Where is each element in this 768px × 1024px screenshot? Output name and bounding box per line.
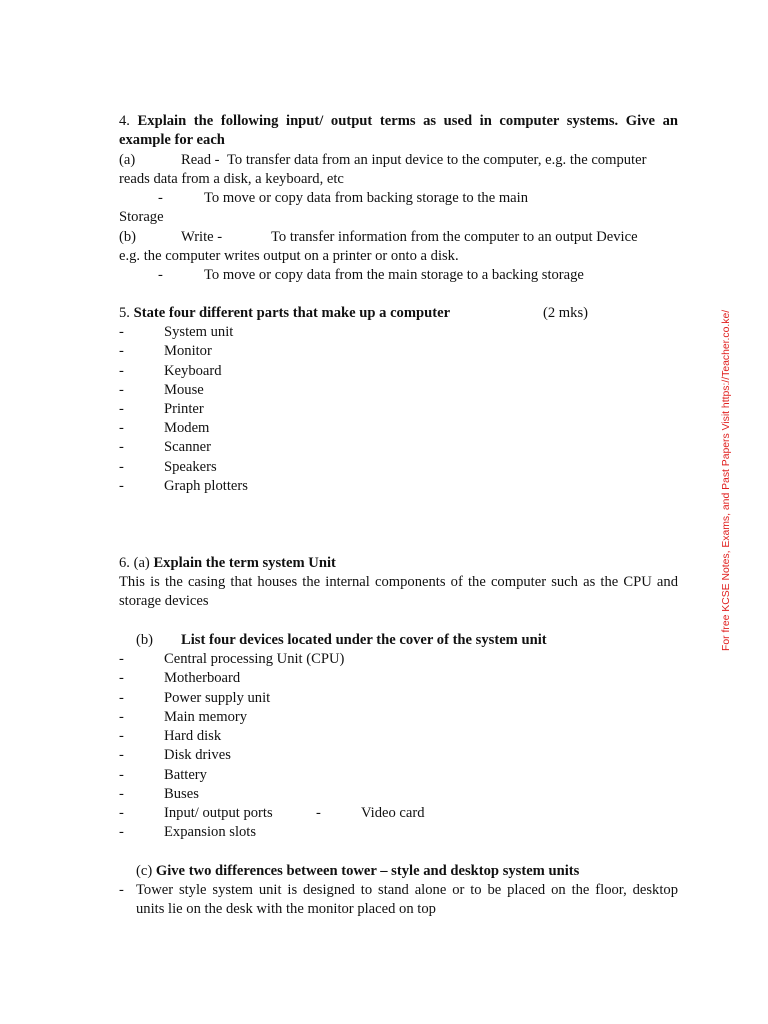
q6b-list-item: Power supply unit <box>164 690 271 706</box>
q5-list-item: Mouse <box>164 382 204 398</box>
q4a-definition-line1: To transfer data from an input device to the computer, e.g. the computer <box>227 152 647 168</box>
q4b-definition-line1: To transfer information from the computer to an output Device <box>271 229 638 245</box>
q5-number: 5. <box>119 305 130 321</box>
q5-list-item: Speakers <box>164 459 217 475</box>
q4a-point-line1: To move or copy data from backing storage to the main <box>204 190 528 206</box>
q6b-list-item: Central processing Unit (CPU) <box>164 651 345 667</box>
q4a-label: (a) <box>119 152 136 168</box>
q5-list-item: Keyboard <box>164 363 222 379</box>
q5-list-item: Printer <box>164 401 204 417</box>
list-dash: - <box>119 478 124 494</box>
q5-list-item: Scanner <box>164 439 212 455</box>
list-dash: - <box>119 786 124 802</box>
list-dash: - <box>119 439 124 455</box>
list-dash: - <box>119 767 124 783</box>
list-dash: - <box>119 882 124 898</box>
q4-heading-cont: example for each <box>119 132 225 148</box>
list-dash: - <box>119 324 124 340</box>
q4a-definition-line2: reads data from a disk, a keyboard, etc <box>119 171 344 187</box>
q4a-point-dash: - <box>158 190 163 206</box>
list-dash: - <box>119 728 124 744</box>
list-dash: - <box>119 401 124 417</box>
q4-heading: Explain the following input/ output terms as used in computer systems. Give an <box>137 113 678 129</box>
q6c-item-line1: Tower style system unit is designed to stand alone or to be placed on the floor, desktop <box>136 882 678 898</box>
q6b-list-item: Motherboard <box>164 670 241 686</box>
q6a-heading: Explain the term system Unit <box>153 555 336 571</box>
q4-number: 4. <box>119 113 130 129</box>
list-dash: - <box>316 805 321 821</box>
list-dash: - <box>119 459 124 475</box>
q6b-label: (b) <box>136 632 154 648</box>
q4-heading-line2 <box>119 131 225 150</box>
list-dash: - <box>119 343 124 359</box>
q4b-point-dash: - <box>158 267 163 283</box>
q6b-list-item: Expansion slots <box>164 824 257 840</box>
list-dash: - <box>119 363 124 379</box>
q6c-item-line2: units lie on the desk with the monitor placed on top <box>136 901 436 917</box>
q4a-point-line2: Storage <box>119 209 164 225</box>
list-dash: - <box>119 420 124 436</box>
list-dash: - <box>119 805 124 821</box>
list-dash: - <box>119 690 124 706</box>
q5-list-item: Modem <box>164 420 210 436</box>
q4-heading-line1 <box>119 112 678 131</box>
list-dash: - <box>119 382 124 398</box>
q6b-heading-line <box>181 631 547 650</box>
q4b-definition-line2: e.g. the computer writes output on a printer or onto a disk. <box>119 248 459 264</box>
q5-list-item: System unit <box>164 324 234 340</box>
q6b-list-item: Main memory <box>164 709 248 725</box>
q6-number: 6. (a) <box>119 555 150 571</box>
q4b-term: Write - <box>181 229 223 245</box>
q6a-heading-line <box>119 554 336 573</box>
list-dash: - <box>119 747 124 763</box>
q6b-list-item: Disk drives <box>164 747 231 763</box>
q6b-list-item: Hard disk <box>164 728 222 744</box>
list-dash: - <box>119 824 124 840</box>
q5-marks: (2 mks) <box>543 305 588 321</box>
q6c-heading-line <box>136 862 579 881</box>
q4a-term: Read - <box>181 152 220 168</box>
q6a-answer-line2: storage devices <box>119 593 209 609</box>
list-dash: - <box>119 709 124 725</box>
q6b-list-item: Battery <box>164 767 207 783</box>
q5-list-item: Monitor <box>164 343 212 359</box>
q6b-list-item-extra: Video card <box>361 805 425 821</box>
q5-list-item: Graph plotters <box>164 478 248 494</box>
q6c-label: (c) <box>136 863 153 879</box>
q4b-label: (b) <box>119 229 137 245</box>
q6b-heading: List four devices located under the cover of the system unit <box>181 632 547 648</box>
q5-heading-line <box>119 304 450 323</box>
q6b-list-item: Buses <box>164 786 199 802</box>
list-dash: - <box>119 670 124 686</box>
q6c-heading: Give two differences between tower – style and desktop system units <box>155 863 580 879</box>
q6a-answer-line1: This is the casing that houses the internal components of the computer such as the CPU and <box>119 574 678 590</box>
list-dash: - <box>119 651 124 667</box>
side-watermark-note: For free KCSE Notes, Exams, and Past Papers Visit https://Teacher.co.ke/ <box>721 309 732 651</box>
q6b-list-item: Input/ output ports <box>164 805 273 821</box>
q4b-point: To move or copy data from the main storage to a backing storage <box>204 267 584 283</box>
q5-heading: State four different parts that make up a computer <box>133 305 451 321</box>
